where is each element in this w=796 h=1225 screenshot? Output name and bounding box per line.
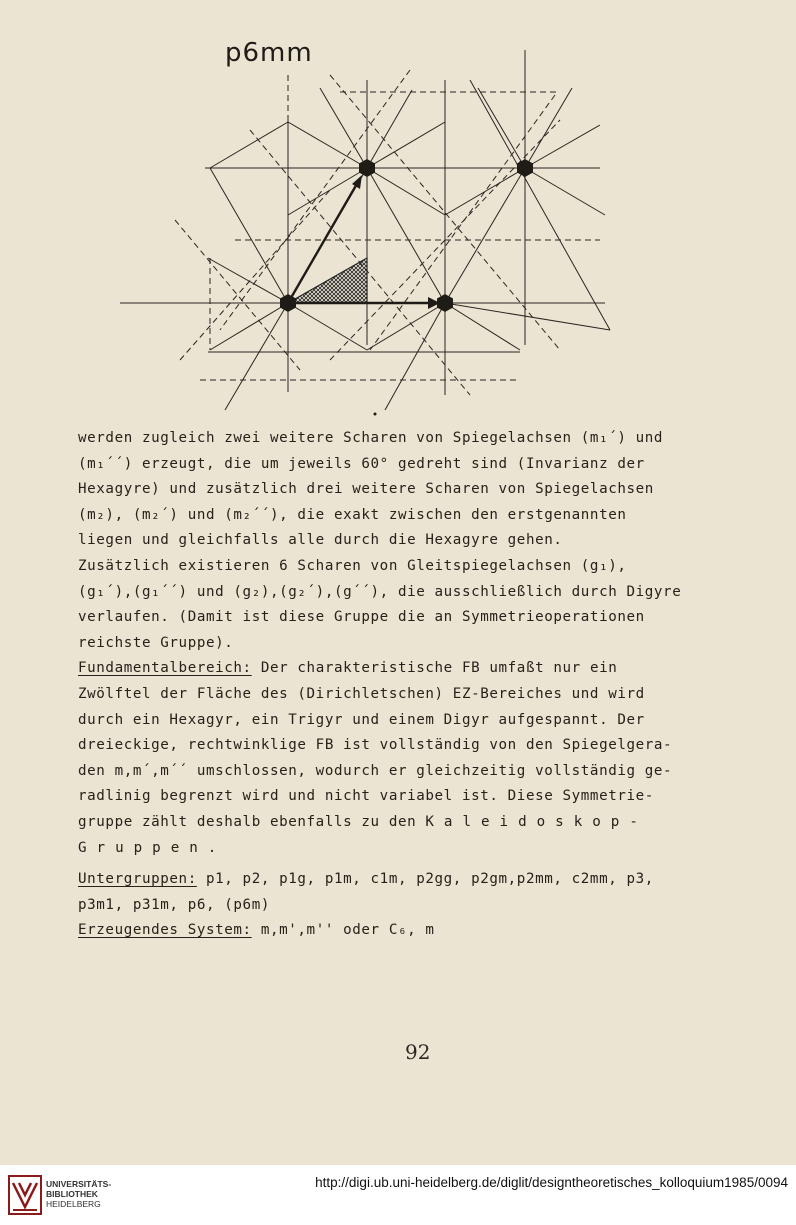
text-line: (g₁´),(g₁´´) und (g₂),(g₂´),(g´´), die ausschließlich durch Digyre [78, 583, 682, 600]
text-line: reichste Gruppe). [78, 634, 234, 651]
generating-system-line [78, 918, 758, 944]
body-text [78, 426, 758, 944]
hexagon-icon [280, 294, 296, 312]
text-line: Zwölftel der Fläche des (Dirichletschen) EZ-Bereiches und wird [78, 685, 645, 702]
source-url-link[interactable]: http://digi.ub.uni-heidelberg.de/diglit/designtheoretisches_kolloquium1985/0094 [315, 1175, 788, 1190]
mirror-lines [120, 50, 610, 410]
logo-line: BIBLIOTHEK [46, 1189, 98, 1199]
glide-lines [175, 60, 600, 395]
text-line: Hexagyre) und zusätzlich drei weitere Scharen von Spiegelachsen [78, 481, 654, 498]
text-fragment: p1, p2, p1g, p1m, c1m, p2gg, p2gm,p2mm, c2mm, p3, [196, 871, 654, 888]
text-line [78, 836, 758, 862]
page-number: 92 [405, 1040, 431, 1064]
fundamental-region-heading [78, 656, 758, 682]
text-line: dreieckige, rechtwinklige FB ist vollständig von den Spiegelgera- [78, 737, 673, 754]
text-line: durch ein Hexagyr, ein Trigyr und einem Digyr aufgespannt. Der [78, 711, 645, 728]
text-line: (m₁´´) erzeugt, die um jeweils 60° gedreht sind (Invarianz der [78, 455, 645, 472]
library-name [46, 1179, 111, 1209]
logo-line: HEIDELBERG [46, 1199, 101, 1209]
subgroups-line [78, 867, 758, 893]
text-line: (m₂), (m₂´) und (m₂´´), die exakt zwischen den erstgenannten [78, 506, 627, 523]
text-line: radlinig begrenzt wird und nicht variabel ist. Diese Symmetrie- [78, 788, 654, 805]
p6mm-symmetry-diagram [0, 0, 796, 420]
section-label: Untergruppen: [78, 871, 197, 888]
section-label: Fundamentalbereich: [78, 660, 252, 677]
section-label: Erzeugendes System: [78, 922, 252, 939]
spaced-word: Gruppen. [78, 839, 227, 856]
figure-title: p6mm [225, 38, 313, 68]
library-logo-icon [8, 1175, 42, 1215]
logo-line: UNIVERSITÄTS- [46, 1179, 112, 1189]
text-line: Zusätzlich existieren 6 Scharen von Gleitspiegelachsen (g₁), [78, 557, 627, 574]
text-fragment: gruppe zählt deshalb ebenfalls zu den [78, 813, 426, 830]
text-line [78, 810, 758, 836]
spaced-word: Kaleidoskop- [425, 813, 648, 830]
hexagon-icon [359, 159, 375, 177]
viewer-footer [0, 1165, 796, 1225]
text-line: den m,m´,m´´ umschlossen, wodurch er gleichzeitig vollständig ge- [78, 762, 673, 779]
text-fragment: m,m',m'' oder C₆, m [251, 922, 435, 939]
text-fragment: Der charakteristische FB umfaßt nur ein [251, 660, 618, 677]
text-line: verlaufen. (Damit ist diese Gruppe die an Symmetrieoperationen [78, 609, 645, 626]
text-line: liegen und gleichfalls alle durch die Hexagyre gehen. [78, 532, 563, 549]
hexagon-icon [437, 294, 453, 312]
text-line: p3m1, p31m, p6, (p6m) [78, 896, 270, 913]
text-line: werden zugleich zwei weitere Scharen von Spiegelachsen (m₁´) und [78, 430, 664, 446]
